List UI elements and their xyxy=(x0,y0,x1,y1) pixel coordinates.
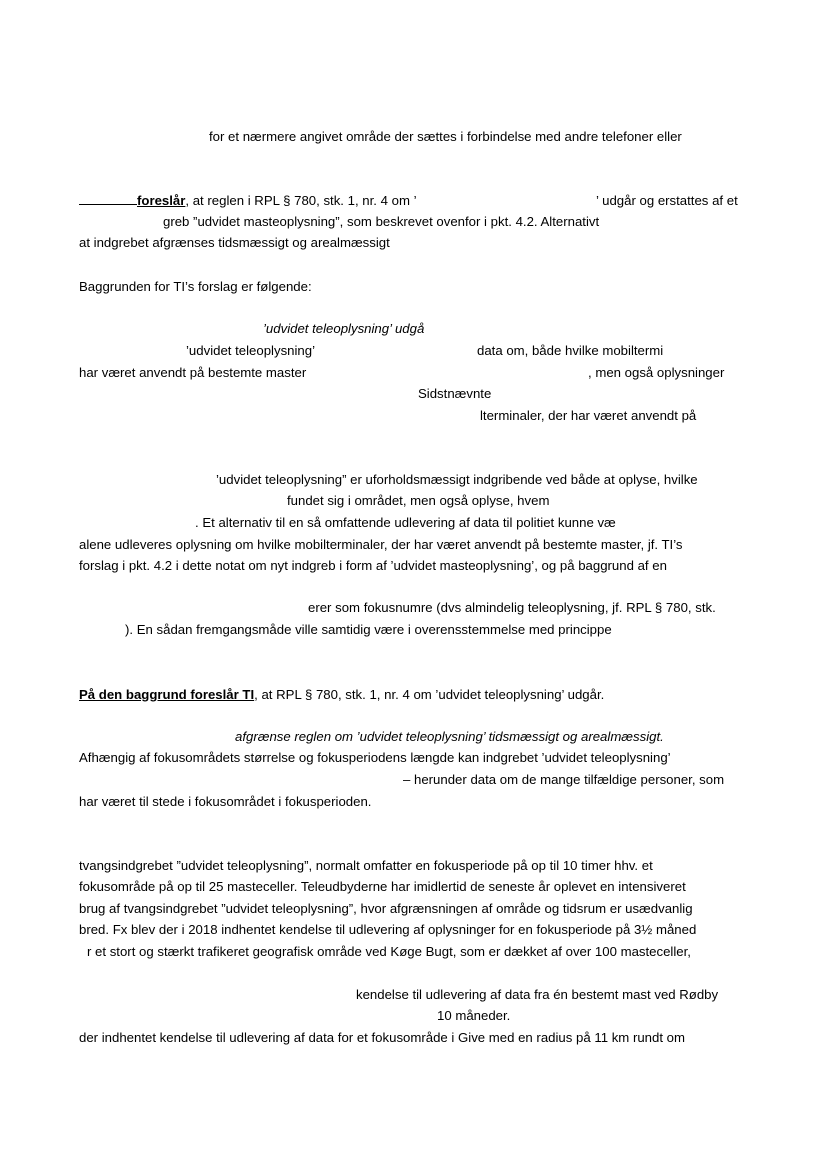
text-line: for et nærmere angivet område der sættes i forbindelse med andre telefoner eller xyxy=(209,129,682,144)
text-line: forslag i pkt. 4.2 i dette notat om nyt indgreb i form af ’udvidet masteoplysning’, og på baggrund af en xyxy=(79,558,667,573)
proposal-line xyxy=(79,194,417,207)
text-line: alene udleveres oplysning om hvilke mobilterminaler, der har været anvendt på bestemte master, jf. TI’s xyxy=(79,537,683,552)
text-segment: , men også oplysninger xyxy=(588,365,725,380)
text-line: erer som fokusnumre (dvs almindelig teleoplysning, jf. RPL § 780, stk. xyxy=(308,600,716,615)
proposes-label: foreslår xyxy=(137,193,186,208)
text-line: fundet sig i området, men også oplyse, hvem xyxy=(287,493,550,508)
text-line: fokusområde på op til 25 masteceller. Teleudbyderne har imidlertid de seneste år oplevet en intensiveret xyxy=(79,879,686,894)
text-line: ’udvidet teleoplysning” er uforholdsmæssigt indgribende ved både at oplyse, hvilke xyxy=(216,472,698,487)
text-segment: , at reglen i RPL § 780, stk. 1, nr. 4 om ’ xyxy=(185,193,417,208)
text-line: – herunder data om de mange tilfældige personer, som xyxy=(403,772,725,787)
text-segment: data om, både hvilke mobiltermi xyxy=(477,343,664,358)
italic-text: ’udvidet teleoplysning’ udgå xyxy=(263,321,425,336)
text-line: 10 måneder. xyxy=(437,1008,511,1023)
text-line: har været til stede i fokusområdet i fokusperioden. xyxy=(79,794,372,809)
text-line: bred. Fx blev der i 2018 indhentet kendelse til udlevering af oplysninger for en fokusperiode på 3½ måned xyxy=(79,922,697,937)
text-line: at indgrebet afgrænses tidsmæssigt og arealmæssigt xyxy=(79,235,390,250)
text-segment: ’ udgår og erstattes af et xyxy=(596,193,738,208)
italic-text: afgrænse reglen om ’udvidet teleoplysning’ tidsmæssigt og arealmæssigt. xyxy=(235,729,664,744)
text-segment: har været anvendt på bestemte master xyxy=(79,365,307,380)
text-segment: lterminaler, der har været anvendt på xyxy=(480,408,697,423)
text-line: ). En sådan fremgangsmåde ville samtidig være i overensstemmelse med princippe xyxy=(125,622,612,637)
text-line: Afhængig af fokusområdets størrelse og fokusperiodens længde kan indgrebet ’udvidet teleoplysning’ xyxy=(79,750,671,765)
text-segment: , at RPL § 780, stk. 1, nr. 4 om ’udvidet teleoplysning’ udgår. xyxy=(254,687,605,702)
text-segment: ’udvidet teleoplysning’ xyxy=(186,343,316,358)
text-line: tvangsindgrebet ”udvidet teleoplysning”, normalt omfatter en fokusperiode på op til 10 timer hhv. et xyxy=(79,858,653,873)
redacted-blank xyxy=(79,203,137,205)
text-line: der indhentet kendelse til udlevering af data for et fokusområde i Give med en radius på 11 km rundt om xyxy=(79,1030,685,1045)
text-line: kendelse til udlevering af data fra én bestemt mast ved Rødby xyxy=(356,987,719,1002)
text-segment: Sidstnævnte xyxy=(418,386,492,401)
conclusion-line xyxy=(79,688,604,701)
conclusion-label: På den baggrund foreslår TI xyxy=(79,687,255,702)
text-line: brug af tvangsindgrebet ”udvidet teleoplysning”, hvor afgrænsningen af område og tidsrum er usædvanlig xyxy=(79,901,693,916)
text-line: greb ”udvidet masteoplysning”, som beskrevet ovenfor i pkt. 4.2. Alternativt xyxy=(163,214,600,229)
text-line: Baggrunden for TI’s forslag er følgende: xyxy=(79,279,312,294)
text-line: . Et alternativ til en så omfattende udlevering af data til politiet kunne væ xyxy=(195,515,616,530)
text-line: r et stort og stærkt trafikeret geografisk område ved Køge Bugt, som er dækket af over 100 masteceller, xyxy=(87,944,691,959)
